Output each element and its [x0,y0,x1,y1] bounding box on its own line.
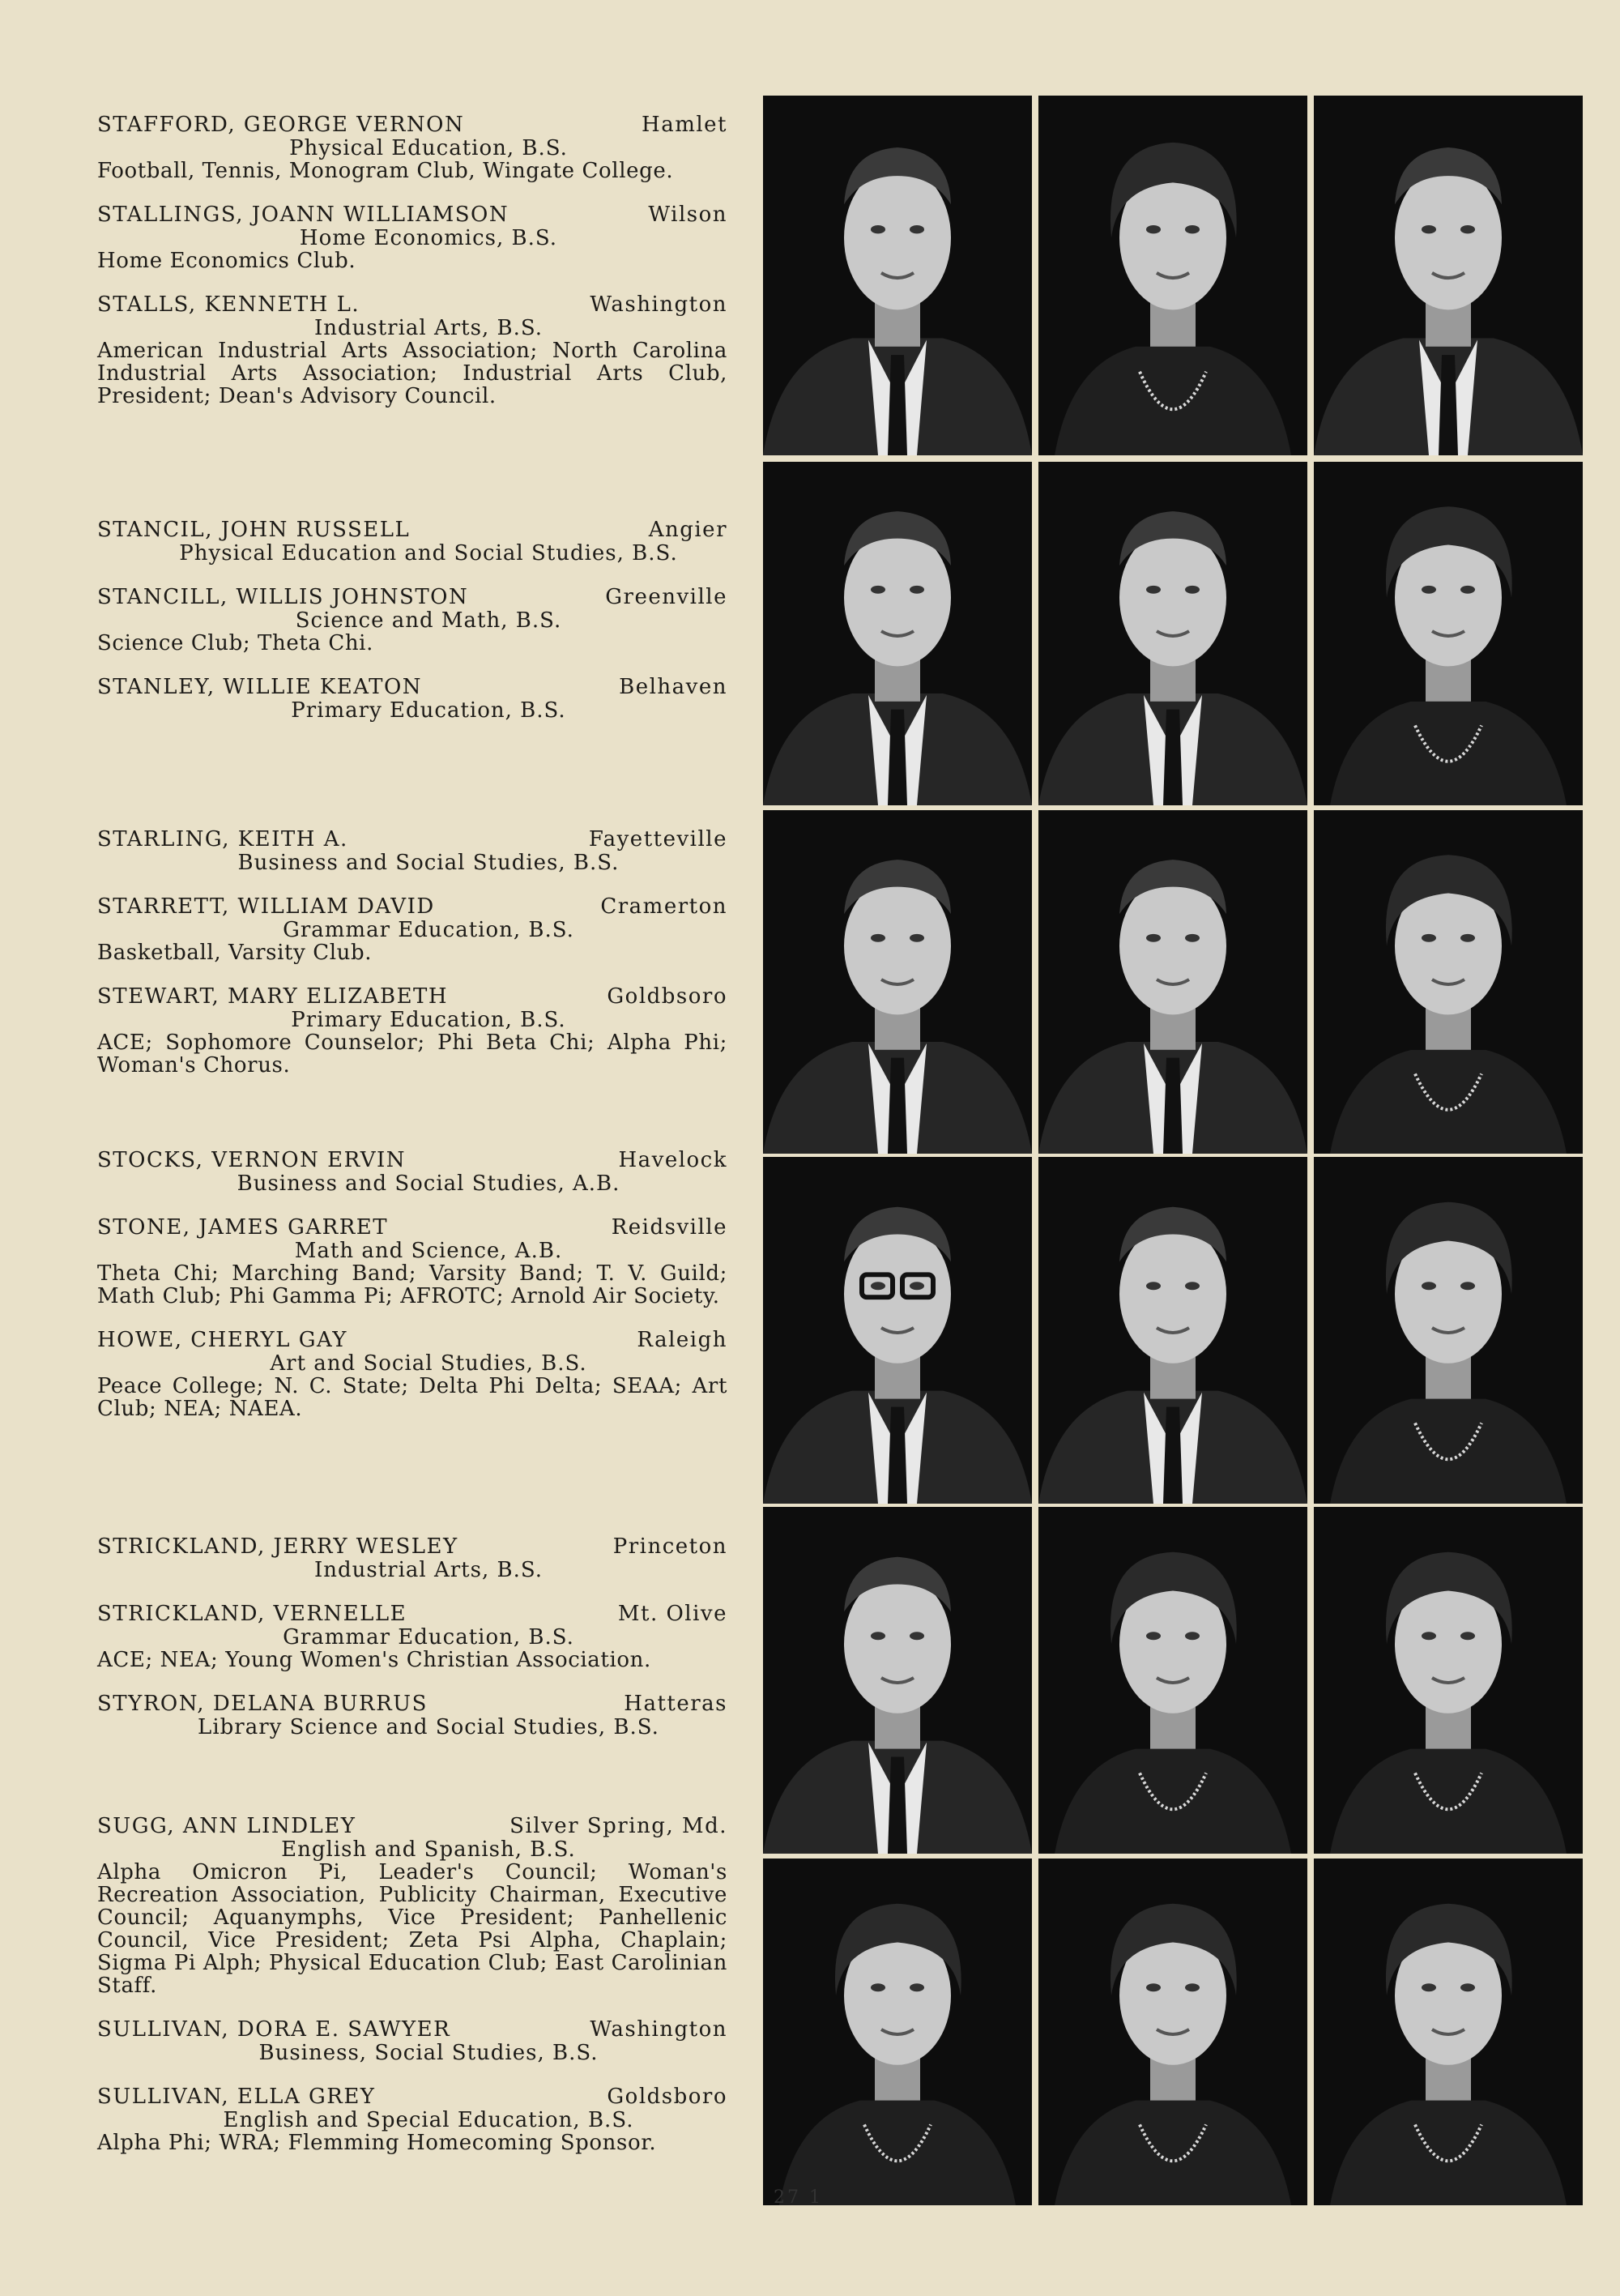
student-group [97,113,727,429]
activities: Basketball, Varsity Club. [97,941,373,965]
student-portrait [1038,96,1307,455]
student-portrait [1038,1859,1307,2205]
student-portrait [1038,462,1307,805]
name-line [97,2085,727,2109]
activities: ACE; Sophomore Counselor; Phi Beta Chi; Alpha Phi; Woman's Chorus. [97,1031,727,1078]
name-line [97,586,727,609]
hometown: Princeton [612,1534,727,1559]
degree: Math and Science, A.B. [294,1239,563,1263]
degree: Business and Social Studies, A.B. [237,1171,620,1196]
student-name: STRICKLAND, JERRY WESLEY [97,1534,458,1559]
student-portrait [763,462,1032,805]
hometown: Angier [648,518,727,542]
degree: Physical Education, B.S. [289,136,568,160]
student-name: STALLS, KENNETH L. [97,292,360,317]
student-entry [97,1216,727,1308]
student-entry [97,1603,727,1671]
name-line [97,1815,727,1838]
student-name: STYRON, DELANA BURRUS [97,1692,428,1716]
student-name: STAFFORD, GEORGE VERNON [97,113,465,137]
student-entry [97,2018,727,2064]
name-line [97,1603,727,1626]
student-name: STARLING, KEITH A. [97,827,348,851]
hometown: Goldsboro [607,2085,727,2109]
student-group [97,1535,727,1760]
student-name: STRICKLAND, VERNELLE [97,1602,407,1626]
student-portrait [763,1157,1032,1504]
student-name: STANCILL, WILLIS JOHNSTON [97,585,469,609]
student-portrait [763,810,1032,1154]
hometown: Belhaven [619,675,727,699]
student-group [97,1815,727,2175]
student-entry [97,519,727,565]
student-portrait [1038,1507,1307,1854]
degree: Physical Education and Social Studies, B.S. [179,541,678,565]
hometown: Cramerton [600,894,727,919]
name-line [97,1535,727,1559]
student-name: SULLIVAN, ELLA GREY [97,2085,376,2109]
student-portrait [1038,810,1307,1154]
name-line [97,985,727,1009]
degree: Grammar Education, B.S. [283,918,574,942]
degree: English and Special Education, B.S. [223,2108,634,2132]
activities: Peace College; N. C. State; Delta Phi Delta; SEAA; Art Club; NEA; NAEA. [97,1374,727,1421]
student-entry [97,1692,727,1739]
hometown: Wilson [648,203,727,227]
degree: Industrial Arts, B.S. [313,316,544,340]
activities: Theta Chi; Marching Band; Varsity Band; T. V. Guild; Math Club; Phi Gamma Pi; AFROTC; Arnold Air Society. [97,1261,727,1308]
name-line [97,1149,727,1172]
student-entry [97,676,727,722]
hometown: Greenville [605,585,727,609]
degree: Art and Social Studies, B.S. [270,1351,587,1376]
activities: Science Club; Theta Chi. [97,631,373,655]
name-line [97,2018,727,2042]
student-name: STANLEY, WILLIE KEATON [97,675,423,699]
student-portrait [1038,1157,1307,1504]
name-line [97,895,727,919]
student-group [97,828,727,1098]
name-line [97,293,727,317]
name-line [97,519,727,542]
page-number: 27 1 [774,2187,823,2208]
student-portrait [1314,1157,1583,1504]
student-entry [97,2085,727,2154]
student-name: STONE, JAMES GARRET [97,1215,389,1240]
student-entry [97,1149,727,1195]
hometown: Raleigh [637,1328,727,1352]
degree: Library Science and Social Studies, B.S. [198,1715,659,1739]
student-group [97,519,727,743]
degree: Industrial Arts, B.S. [313,1558,544,1582]
activities: American Industrial Arts Association; North Carolina Industrial Arts Association; Industrial Arts Club, President; Dean's Advisory Council. [97,339,727,408]
student-name: STOCKS, VERNON ERVIN [97,1148,407,1172]
hometown: Hatteras [624,1692,727,1716]
student-entry [97,293,727,408]
activities: Alpha Phi; WRA; Flemming Homecoming Sponsor. [97,2131,657,2155]
student-entry [97,828,727,874]
student-name: STARRETT, WILLIAM DAVID [97,894,435,919]
student-name: STANCIL, JOHN RUSSELL [97,518,411,542]
hometown: Goldbsoro [607,984,727,1009]
name-line [97,1692,727,1716]
student-portrait [1314,1859,1583,2205]
degree: Primary Education, B.S. [291,698,566,723]
activities: Alpha Omicron Pi, Leader's Council; Woman's Recreation Association, Publicity Chairman, Executive Council; Aquanymphs, Vice President; Panhellenic Council, Vice President; Zeta Psi Alpha, Chaplain; Sigma Pi Alph; Physical Education Club; East Carolinian Staff. [97,1860,727,1998]
student-entry [97,985,727,1077]
degree: English and Spanish, B.S. [281,1837,576,1862]
hometown: Mt. Olive [617,1602,727,1626]
name-line [97,1216,727,1240]
student-portrait [1314,810,1583,1154]
student-entry [97,586,727,655]
degree: Grammar Education, B.S. [283,1625,574,1649]
degree: Home Economics, B.S. [299,226,558,250]
student-portrait [763,1507,1032,1854]
activities: ACE; NEA; Young Women's Christian Association. [97,1648,651,1672]
hometown: Washington [590,292,727,317]
degree: Primary Education, B.S. [291,1008,566,1032]
hometown: Reidsville [611,1215,727,1240]
hometown: Washington [590,2017,727,2042]
activities: Home Economics Club. [97,249,356,273]
hometown: Fayetteville [588,827,727,851]
student-entry [97,1329,727,1420]
student-portrait [1314,96,1583,455]
student-entry [97,1535,727,1581]
degree: Business, Social Studies, B.S. [258,2041,599,2065]
name-line [97,1329,727,1352]
activities: Football, Tennis, Monogram Club, Wingate College. [97,159,674,183]
student-name: SUGG, ANN LINDLEY [97,1814,356,1838]
name-line [97,113,727,137]
student-name: SULLIVAN, DORA E. SAWYER [97,2017,451,2042]
student-name: HOWE, CHERYL GAY [97,1328,347,1352]
student-portrait [1314,462,1583,805]
name-line [97,203,727,227]
student-portrait [763,1859,1032,2205]
hometown: Havelock [618,1148,727,1172]
name-line [97,828,727,851]
name-line [97,676,727,699]
student-name: STALLINGS, JOANN WILLIAMSON [97,203,509,227]
hometown: Hamlet [642,113,727,137]
student-entry [97,895,727,964]
student-entry [97,113,727,182]
degree: Science and Math, B.S. [295,608,562,633]
student-entry [97,1815,727,1997]
student-name: STEWART, MARY ELIZABETH [97,984,449,1009]
student-group [97,1149,727,1441]
student-portrait [763,96,1032,455]
student-portrait [1314,1507,1583,1854]
degree: Business and Social Studies, B.S. [237,851,620,875]
hometown: Silver Spring, Md. [509,1814,727,1838]
student-entry [97,203,727,272]
